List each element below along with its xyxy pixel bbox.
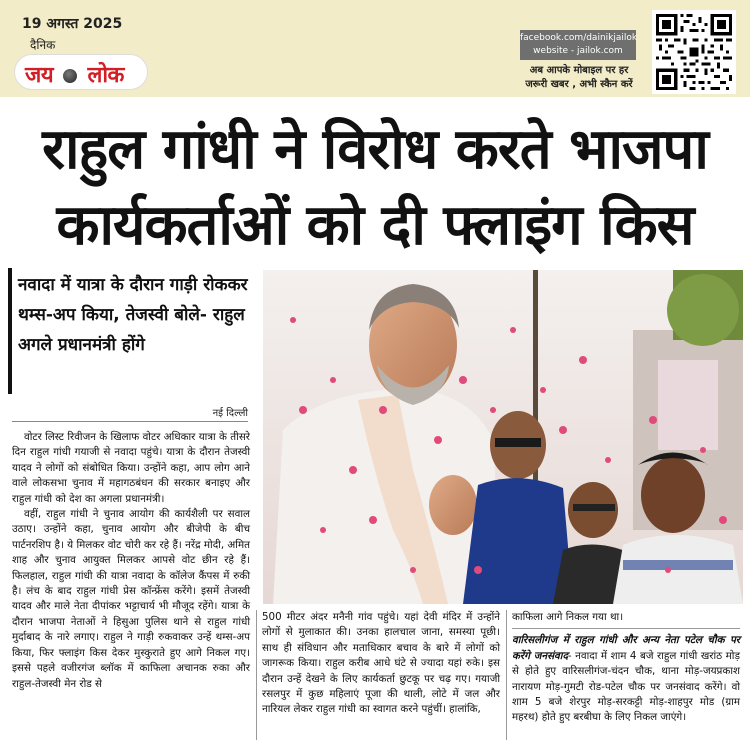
section-body: - नवादा में शाम 4 बजे राहुल गांधी खरांठ मोड़ से होते हुए वारिसलीगंज-चंदन चौक, थाना मोड़-जयप्रकाश नारायण मोड़-गुमटी रोड-पटेल चौक पर जनसंवाद करेंगे। वो शाम 5 बजे शेरपुर मोड़-सरकट्टी मोड़-शाहपुर मोड (ग्राम महरथ) होते हुए बरबीघा के लिए निकल जाएंगे। bbox=[512, 649, 740, 724]
column-divider bbox=[506, 610, 507, 740]
logo-word-lok: लोक bbox=[87, 63, 124, 88]
headline-line-2: कार्यकर्ताओं को दी फ्लाइंग किस bbox=[56, 193, 694, 258]
social-links-box[interactable] bbox=[520, 30, 636, 60]
dateline: नई दिल्ली bbox=[12, 405, 248, 422]
article-column-3 bbox=[512, 610, 740, 726]
newspaper-logo[interactable] bbox=[14, 36, 150, 92]
qr-code-icon[interactable] bbox=[652, 10, 736, 94]
lead-photo[interactable] bbox=[263, 270, 743, 604]
article-paragraph: काफिला आगे निकल गया था। bbox=[512, 611, 624, 623]
section-subheading: वारिसलीगंज में राहुल गांधी और अन्य नेता पटेल चौक पर करेंगे जनसंवाद bbox=[512, 634, 740, 662]
article-paragraph: वहीं, राहुल गांधी ने चुनाव आयोग की कार्यशैली पर सवाल उठाए। उन्होंने कहा, चुनाव आयोग और बीजेपी के बीच पार्टनरशिप है। ये मिलकर वोट चोरी कर रहे हैं। नरेंद्र मोदी, अमित शाह और चुनाव आयुक्त मिलकर आपसे वोट छीन रहे हैं। फिलहाल, राहुल गांधी की यात्रा नवादा के कॉलेज कैंपस में रुकी है। लंच के बाद राहुल गांधी प्रेस कॉन्फ्रेंस करेंगे। इसमें तेजस्वी यादव और माले नेता दीपांकर भट्टाचार्य भी मौजूद रहेंगे। यात्रा के दौरान भाजपा नेताओं ने हिसुआ पुलिस थाने से राहुल गांधी मुर्दाबाद के नारे लगाए। राहुल ने गाड़ी रुकवाकर उन्हें थम्स-अप किया, फिर फ्लाइंग किस देकर मुस्कुराते हुए आगे निकल गए। इससे पहले वजीरगंज ब्लॉक में काफिला अचानक रुका और राहुल-तेजस्वी मेन रोड से bbox=[12, 508, 250, 690]
subheadline-deck: नवादा में यात्रा के दौरान गाड़ी रोककर थम्स-अप किया, तेजस्वी बोले- राहुल अगले प्रधानमंत्री होंगे bbox=[18, 275, 248, 355]
logo-wordmark bbox=[25, 59, 124, 89]
logo-pill bbox=[14, 54, 148, 90]
globe-icon bbox=[63, 69, 77, 83]
masthead bbox=[0, 0, 750, 100]
column-divider bbox=[256, 610, 257, 740]
article-column-1 bbox=[12, 430, 250, 692]
scan-prompt: अब आपके मोबाइल पर हर जरूरी खबर , अभी स्कैन करें bbox=[525, 65, 633, 90]
issue-date: 19 अगस्त 2025 bbox=[22, 16, 123, 32]
article-paragraph: वोटर लिस्ट रिवीजन के खिलाफ वोटर अधिकार यात्रा के तीसरे दिन राहुल गांधी गयाजी से नवादा पहुंचे। यात्रा के दौरान तेजस्वी यादव ने लोगों को संबोधित किया। उन्होंने कहा, आप लोग आने वाले लोकसभा चुनाव में महागठबंधन की सरकार बनाइए और राहुल गांधी को देश का अगला प्रधानमंत्री। bbox=[12, 431, 250, 505]
main-headline bbox=[0, 112, 750, 264]
website-link[interactable]: website - jailok.com bbox=[533, 46, 623, 56]
deck-rule bbox=[8, 268, 12, 394]
facebook-link[interactable]: facebook.com/dainikjailok bbox=[520, 33, 638, 43]
article-paragraph bbox=[512, 633, 740, 725]
section-divider bbox=[512, 628, 740, 629]
logo-word-jay: जय bbox=[25, 63, 54, 88]
article-column-2: 500 मीटर अंदर मनैनी गांव पहुंचे। यहां देवी मंदिर में उन्होंने लोगों से मुलाकात की। उनका हालचाल जाना, समस्या पूछी। साथ ही संविधान और मताधिकार बचाव के बारे में लोगों को जागरूक किया। राहुल करीब आधे घंटे से ज्यादा यहां रुके। इस दौरान उन्हें देखने के लिए कार्यकर्ता छुटकू पर चढ़ गए। गयाजी रसलपुर में कुछ महिलाएं पूजा की थाली, लोटे में जल और नारियल लेकर राहुल गांधी का स्वागत करने पहुंचीं। हालांकि, bbox=[262, 611, 500, 716]
logo-daily-label: दैनिक bbox=[30, 38, 56, 52]
headline-line-1: राहुल गांधी ने विरोध करते भाजपा bbox=[42, 117, 708, 182]
